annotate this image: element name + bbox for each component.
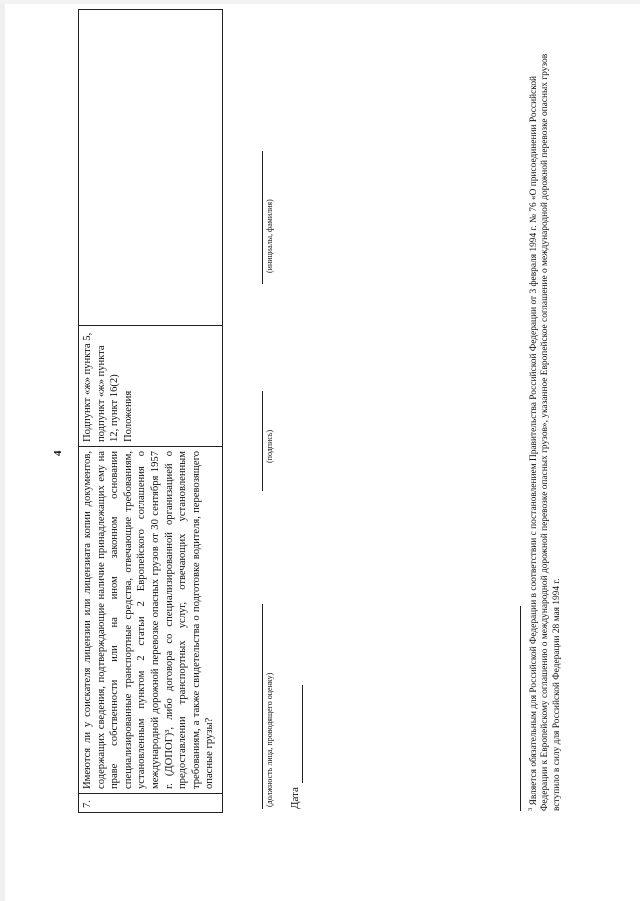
position-label: (должность лица, проводящего оценку) [265,672,274,807]
position-line [262,604,263,809]
footnote-marker: 3 [527,807,534,811]
page-number: 4 [52,450,64,456]
reference-cell [79,326,223,447]
row-number-text: 7. [82,800,93,808]
question-text: Имеются ли у соискателя лицензии или лицензиата копии документов, содержащих сведения, подтверждающие наличие принадлежащих ему на праве собственности или на ином законном основании специализированные транспортные средства, отвечающие требованиям, установленным пунктом 2 статьи 2 Европейского соглашения о международной дорожной перевозке опасных грузов от 30 сентября 1957 г. (ДОПОГ)³, либо договора со специализированной организацией о предоставлении транспортных услуг, отвечающих установленным требованиям, а также свидетельства о подготовке водителя, перевозящего опасные грузы? [82,451,216,789]
criteria-table [78,9,223,813]
table-row [79,10,223,813]
date-line [302,685,303,783]
name-line [262,151,263,284]
footnote-text: Является обязательным для Российской Федерации в соответствии с постановлением Правительства Российской Федерации от 3 февраля 1994 г. № 76 «О присоединении Российской Федерации к Европейскому соглашению о международной дорожной перевозке опасных грузов», указанное Европейское соглашение о международной дорожной перевозке опасных грузов вступило в силу для Российской Федерации 28 мая 1994 г. [529,53,562,811]
date-label: Дата [289,787,301,809]
signature-line [262,391,263,491]
footnote-separator [520,606,521,811]
name-label: (инициалы, фамилия) [265,199,274,273]
signature-label: (подпись) [265,429,274,463]
row-number [79,794,223,813]
question-cell [79,447,223,794]
reference-text: Подпункт «ж» пункта 5, подпункт «ж» пункта 12, пункт 16(2) Положения [82,332,134,442]
footnote [525,51,563,811]
result-cell [79,10,223,326]
